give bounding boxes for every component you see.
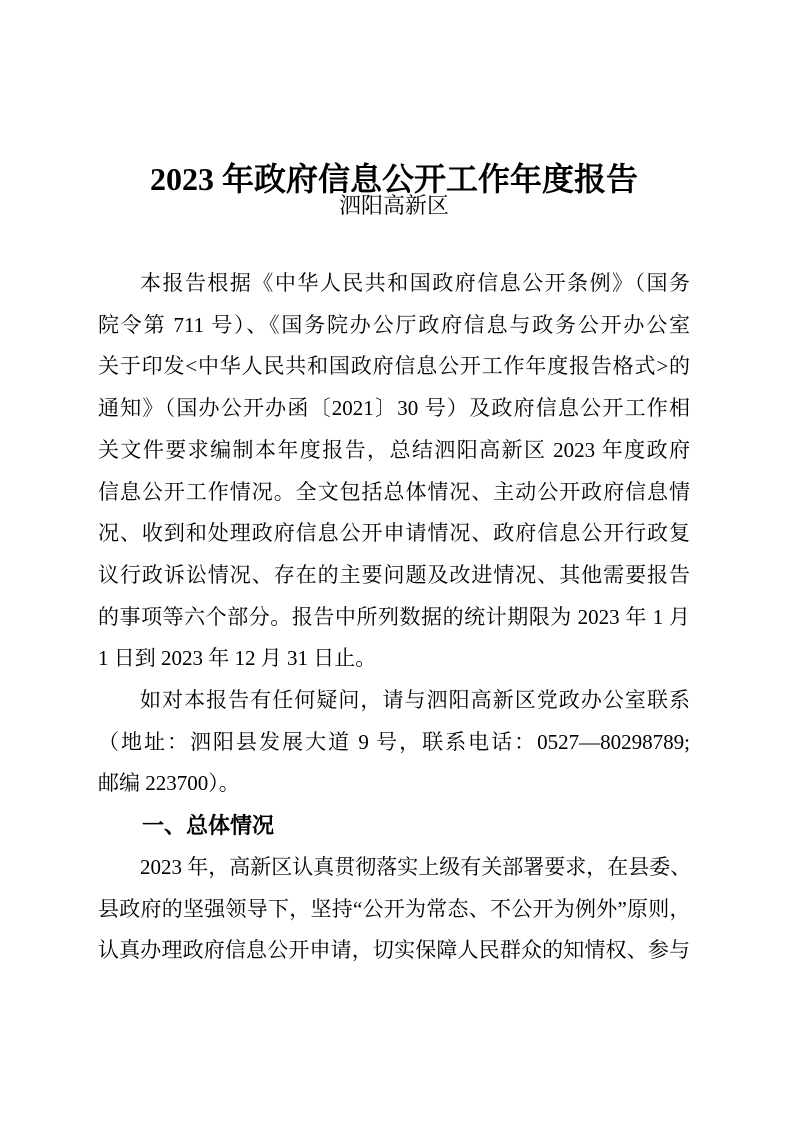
text-line: 议行政诉讼情况、存在的主要问题及改进情况、其他需要报告	[98, 562, 690, 587]
text-line: 2023 年，高新区认真贯彻落实上级有关部署要求，在县委、	[140, 854, 692, 879]
text-line: 况、收到和处理政府信息公开申请情况、政府信息公开行政复	[98, 521, 690, 546]
text-line: 的事项等六个部分。报告中所列数据的统计期限为 2023 年 1 月	[98, 604, 690, 629]
document-title: 2023 年政府信息公开工作年度报告	[149, 161, 638, 198]
text-line: 关文件要求编制本年度报告，总结泗阳高新区 2023 年度政府	[98, 437, 690, 462]
text-line: 如对本报告有任何疑问，请与泗阳高新区党政办公室联系	[140, 688, 690, 713]
text-line: 院令第 711 号）、《国务院办公厅政府信息与政务公开办公室	[98, 312, 690, 337]
document-body	[98, 263, 690, 972]
text-line: 邮编 223700）。	[98, 771, 240, 796]
text-line: 1 日到 2023 年 12 月 31 日止。	[98, 646, 377, 671]
section-heading-overview: 一、总体情况	[142, 813, 275, 839]
text-line: 认真办理政府信息公开申请，切实保障人民群众的知情权、参与	[98, 938, 690, 963]
text-line: 通知》（国办公开办函〔2021〕30 号）及政府信息公开工作相	[98, 396, 690, 421]
text-line: 本报告根据《中华人民共和国政府信息公开条例》（国务	[140, 271, 690, 295]
text-line: 信息公开工作情况。全文包括总体情况、主动公开政府信息情	[98, 479, 690, 504]
paragraph-overview	[98, 847, 690, 972]
text-line: （地址：泗阳县发展大道 9 号，联系电话：0527—80298789;	[98, 729, 690, 754]
text-line: 县政府的坚强领导下，坚持“公开为常态、不公开为例外”原则，	[98, 896, 690, 921]
paragraph-intro	[98, 263, 690, 680]
document-subtitle: 泗阳高新区	[338, 193, 449, 218]
paragraph-contact	[98, 680, 690, 805]
text-line: 关于印发<中华人民共和国政府信息公开工作年度报告格式>的	[98, 354, 690, 379]
